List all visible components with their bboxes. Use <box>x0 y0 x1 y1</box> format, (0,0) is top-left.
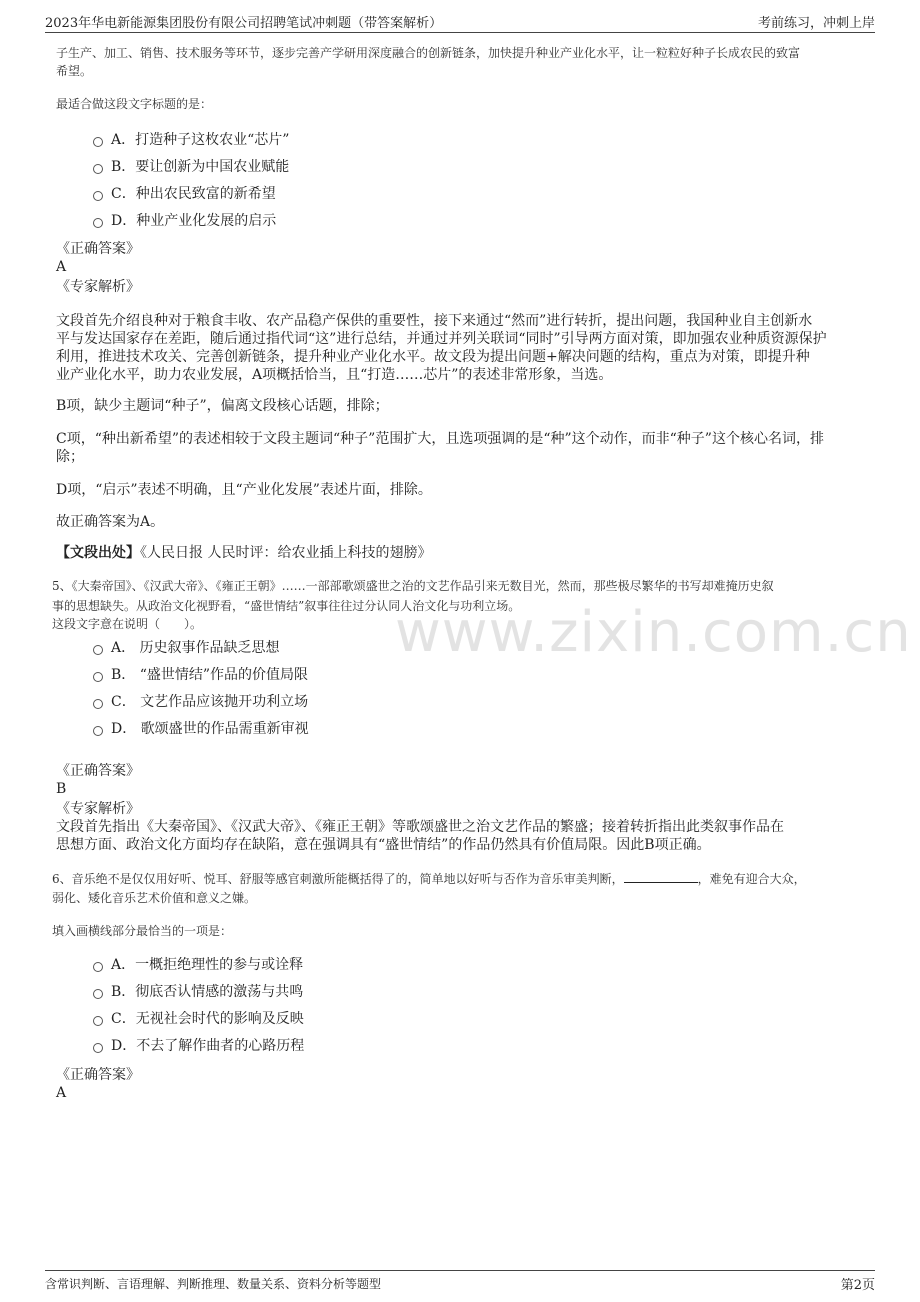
q6-option-c[interactable]: C．无视社会时代的影响及反映 <box>93 1009 304 1029</box>
radio-icon[interactable] <box>93 672 103 682</box>
q5-option-b[interactable]: B． “盛世情结”作品的价值局限 <box>93 665 308 685</box>
q5-answer-label: 《正确答案》 <box>56 763 140 779</box>
q4-analysis-d: D项，“启示”表述不明确，且“产业化发展”表述片面，排除。 <box>56 482 432 498</box>
source-tag: 【文段出处】 <box>56 545 140 561</box>
q6-answer-label: 《正确答案》 <box>56 1067 140 1083</box>
q4-option-c[interactable]: C．种出农民致富的新希望 <box>93 184 276 204</box>
page-number: 第2页 <box>840 1278 875 1293</box>
q5-option-c[interactable]: C． 文艺作品应该抛开功利立场 <box>93 692 308 712</box>
footer-topics: 含常识判断、言语理解、判断推理、数量关系、资料分析等题型 <box>45 1277 382 1291</box>
q5-stem-line: 事的思想缺失。从政治文化视野看，“盛世情结”叙事往往过分认同人治文化与功利立场。 <box>52 599 521 613</box>
q5-answer: B <box>56 781 67 797</box>
q4-option-a[interactable]: A．打造种子这枚农业“芯片” <box>93 130 289 150</box>
page-footer <box>45 1270 875 1293</box>
q4-analysis-c-line: 除； <box>56 449 84 465</box>
q4-conclusion: 故正确答案为A。 <box>56 514 165 530</box>
q4-passage-line: 希望。 <box>56 64 93 78</box>
radio-icon[interactable] <box>93 1043 103 1053</box>
q5-analysis-line: 文段首先指出《大秦帝国》、《汉武大帝》、《雍正王朝》等歌颂盛世之治文艺作品的繁盛；接着转折指出此类叙事作品在 <box>56 819 784 835</box>
q4-analysis-c-line: C项，“种出新希望”的表述相较于文段主题词“种子”范围扩大，且选项强调的是“种”这个动作，而非“种子”这个核心名词，排 <box>56 431 824 447</box>
radio-icon[interactable] <box>93 989 103 999</box>
radio-icon[interactable] <box>93 726 103 736</box>
q5-stem-line: 5、《大秦帝国》、《汉武大帝》、《雍正王朝》……一部部歌颂盛世之治的文艺作品引来无数目光，然而，那些极尽繁华的书写却难掩历史叙 <box>52 579 774 593</box>
radio-icon[interactable] <box>93 962 103 972</box>
q6-stem-line: 6、音乐绝不是仅仅用好听、悦耳、舒服等感官刺激所能概括得了的，简单地以好听与否作为音乐审美判断， ，难免有迎合大众， <box>52 872 806 886</box>
q6-answer: A <box>56 1085 67 1101</box>
radio-icon[interactable] <box>93 137 103 147</box>
q5-option-d[interactable]: D． 歌颂盛世的作品需重新审视 <box>93 719 309 739</box>
q4-stem: 最适合做这段文字标题的是： <box>56 97 213 111</box>
q5-analysis-line: 思想方面、政治文化方面均存在缺陷，意在强调具有“盛世情结”的作品仍然具有价值局限。因此B项正确。 <box>56 837 711 853</box>
q4-analysis-line: 业产业化水平，助力农业发展，A项概括恰当，且“打造……芯片”的表述非常形象，当选。 <box>56 367 613 383</box>
radio-icon[interactable] <box>93 645 103 655</box>
q4-analysis-line: 文段首先介绍良种对于粮食丰收、农产品稳产保供的重要性，接下来通过“然而”进行转折，提出问题，我国种业自主创新水 <box>56 313 813 329</box>
radio-icon[interactable] <box>93 1016 103 1026</box>
fill-blank[interactable] <box>624 870 698 883</box>
q4-answer: A <box>56 259 67 275</box>
header-slogan: 考前练习，冲刺上岸 <box>757 16 875 31</box>
q4-passage-line: 子生产、加工、销售、技术服务等环节，逐步完善产学研用深度融合的创新链条，加快提升种业产业化水平，让一粒粒好种子长成农民的致富 <box>56 46 801 60</box>
document-title: 2023年华电新能源集团股份有限公司招聘笔试冲刺题（带答案解析） <box>45 16 443 31</box>
radio-icon[interactable] <box>93 164 103 174</box>
q5-stem-question: 这段文字意在说明（ ）。 <box>52 617 203 631</box>
radio-icon[interactable] <box>93 699 103 709</box>
page-header <box>45 12 875 33</box>
source-text: 《人民日报 人民时评：给农业插上科技的翅膀》 <box>140 545 432 561</box>
radio-icon[interactable] <box>93 218 103 228</box>
q6-stem-question: 填入画横线部分最恰当的一项是： <box>52 924 233 938</box>
q4-option-b[interactable]: B．要让创新为中国农业赋能 <box>93 157 289 177</box>
q6-option-b[interactable]: B．彻底否认情感的激荡与共鸣 <box>93 982 303 1002</box>
q4-analysis-label: 《专家解析》 <box>56 279 140 295</box>
q6-option-d[interactable]: D．不去了解作曲者的心路历程 <box>93 1036 304 1056</box>
q4-analysis-b: B项，缺少主题词“种子”，偏离文段核心话题，排除； <box>56 398 389 414</box>
watermark: www.zixin.com.cn <box>395 600 912 665</box>
q4-answer-label: 《正确答案》 <box>56 241 140 257</box>
q4-analysis-line: 平与发达国家存在差距，随后通过指代词“这”进行总结，并通过并列关联词“同时”引导两方面对策，即加强农业种质资源保护 <box>56 331 827 347</box>
q5-option-a[interactable]: A． 历史叙事作品缺乏思想 <box>93 638 280 658</box>
q6-stem-line: 弱化、矮化音乐艺术价值和意义之嫌。 <box>52 891 257 905</box>
q4-option-d[interactable]: D．种业产业化发展的启示 <box>93 211 276 231</box>
q4-analysis-line: 利用，推进技术攻关、完善创新链条，提升种业产业化水平。故文段为提出问题+解决问题的结构，重点为对策，即提升种 <box>56 349 810 365</box>
q5-analysis-label: 《专家解析》 <box>56 801 140 817</box>
q4-source <box>56 543 856 563</box>
q6-option-a[interactable]: A．一概拒绝理性的参与或诠释 <box>93 955 303 975</box>
radio-icon[interactable] <box>93 191 103 201</box>
